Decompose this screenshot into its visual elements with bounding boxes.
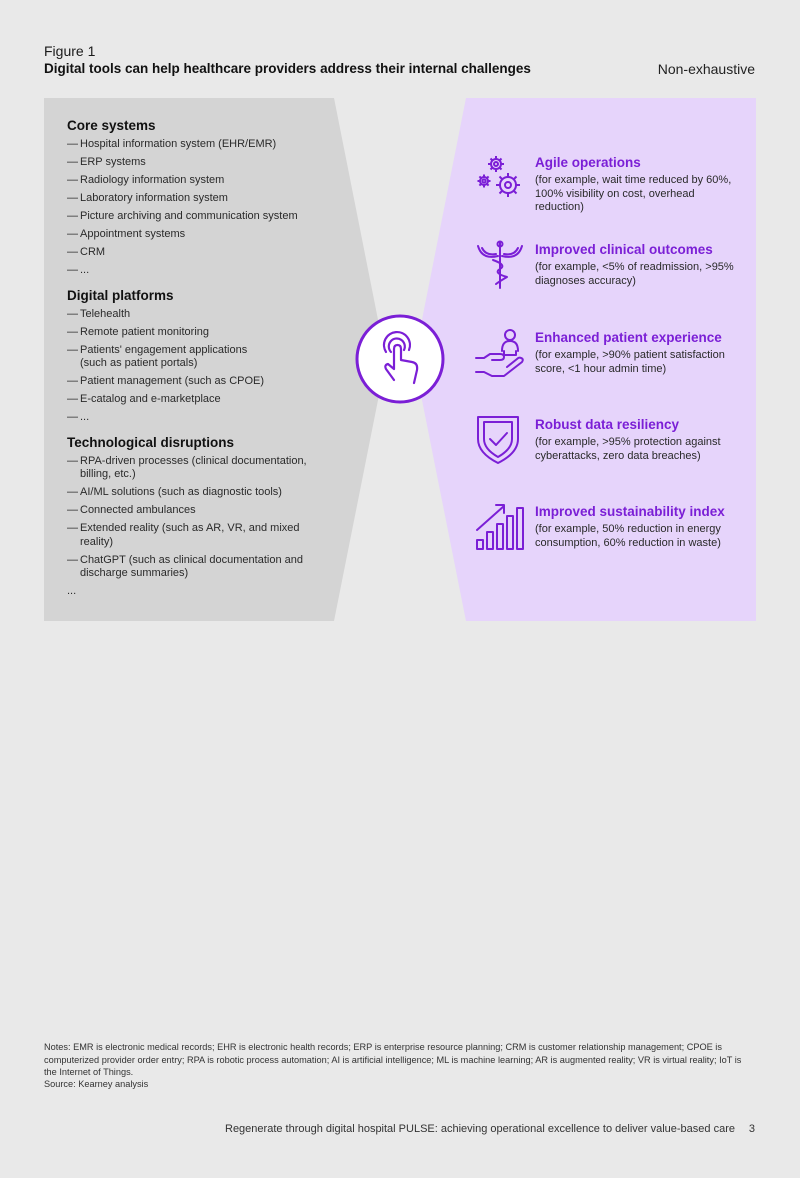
outcome-description: (for example, 50% reduction in energy consumption, 60% reduction in waste) [535,523,721,549]
list-item: — Extended reality (such as AR, VR, and mixed reality) [67,522,315,549]
list-item: — E-catalog and e-marketplace [67,393,337,407]
outcome-description: (for example, <5% of readmission, >95% diagnoses accuracy) [535,261,734,287]
list-item: — Connected ambulances [67,504,337,518]
section-digital-platforms [67,288,337,425]
outcome-title: Improved clinical outcomes [535,242,713,257]
shield-check-icon [474,413,526,467]
list-item: — ChatGPT (such as clinical documentation and discharge summaries) [67,554,305,581]
figure-tag: Non-exhaustive [657,61,755,77]
section-core-systems [67,118,337,278]
footer-text: Regenerate through digital hospital PULSE: achieving operational excellence to deliver value-based care [225,1123,735,1135]
list-item: — Patient management (such as CPOE) [67,375,337,389]
list-item: — Hospital information system (EHR/EMR) [67,138,337,152]
outcome-title: Robust data resiliency [535,417,680,432]
list-item: — CRM [67,246,337,260]
outcome-data-resiliency [474,417,744,477]
list-item: — ... [67,264,337,278]
left-panel [67,118,337,609]
outcome-description: (for example, wait time reduced by 60%, 100% visibility on cost, overhead reduction) [535,174,732,213]
list-item: — Picture archiving and communication system [67,210,337,224]
list-item: — Telehealth [67,308,337,322]
caduceus-icon [474,238,526,292]
outcome-sustainability-index [474,504,744,564]
outcome-title: Enhanced patient experience [535,330,722,345]
gears-icon [474,151,526,205]
growth-chart-icon [474,500,526,554]
list-item: ... [67,585,77,597]
outcome-agile-operations [474,155,744,215]
list-item: — AI/ML solutions (such as diagnostic tools) [67,486,337,500]
list-item: — Appointment systems [67,228,337,242]
outcome-patient-experience [474,330,744,390]
list-item: — Laboratory information system [67,192,337,206]
outcome-clinical-outcomes [474,242,744,302]
outcome-description: (for example, >95% protection against cyberattacks, zero data breaches) [535,436,721,462]
section-technological-disruptions [67,435,337,599]
outcome-title: Agile operations [535,155,641,170]
outcome-title: Improved sustainability index [535,504,725,519]
list-item: — Remote patient monitoring [67,326,337,340]
outcome-description: (for example, >90% patient satisfaction score, <1 hour admin time) [535,349,725,375]
page-number: 3 [748,1123,755,1135]
hand-person-icon [474,326,526,380]
list-item: — ... [67,411,337,425]
center-hub [357,316,443,402]
section-heading: Core systems [67,118,156,133]
list-item: — Patients' engagement applications (such as patient portals) [67,344,270,371]
section-heading: Digital platforms [67,287,174,303]
list-item: — Radiology information system [67,174,337,188]
list-item: — ERP systems [67,156,337,170]
notes: Notes: EMR is electronic medical records; EHR is electronic health records; ERP is enterprise resource planning; CRM is customer relationship management; CPOE is computerized provider order entry; RPA is robotic process automation; AI is artificial intelligence; ML is machine learning; AR is augmented reality; VR is virtual reality; IoT is the Internet of Things. [44,1042,742,1077]
source: Source: Kearney analysis [44,1079,149,1089]
figure-title: Digital tools can help healthcare providers address their internal challenges [44,61,531,76]
figure-label: Figure 1 [44,43,96,59]
section-heading: Technological disruptions [67,434,235,450]
list-item: — RPA-driven processes (clinical documentation, billing, etc.) [67,455,325,482]
